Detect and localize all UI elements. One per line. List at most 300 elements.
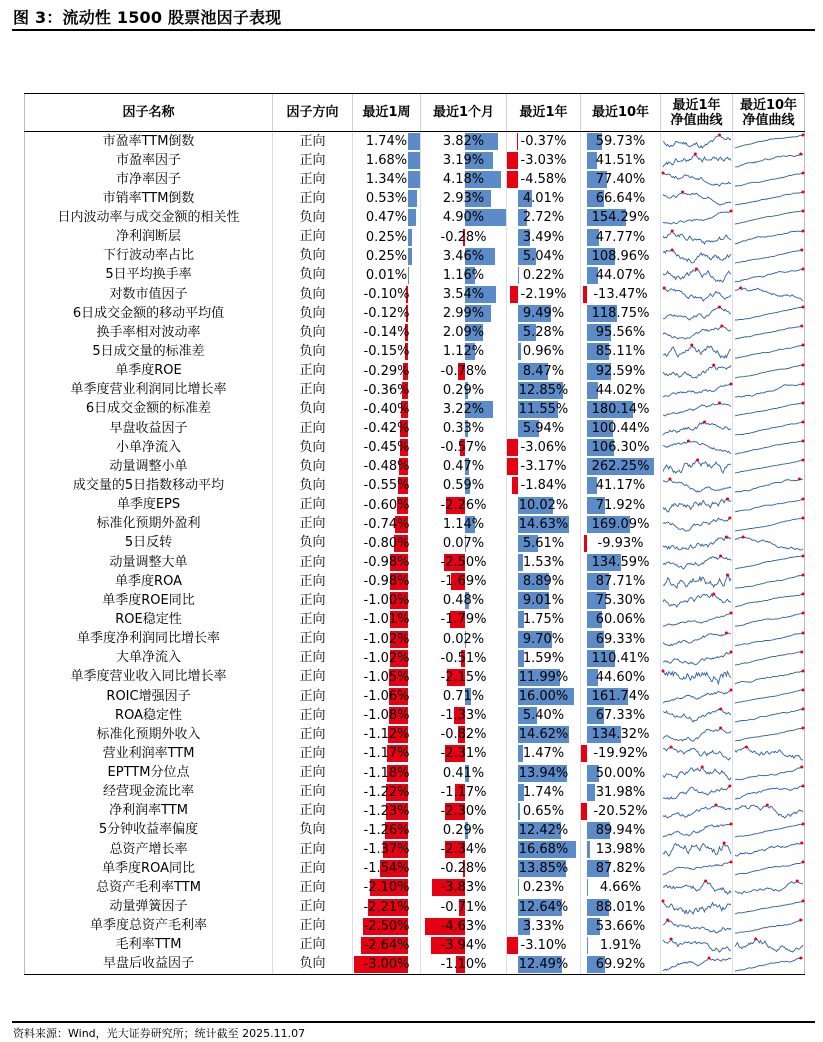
curve-10y-sparkline: [733, 668, 805, 687]
curve-10y-peak-marker: [742, 535, 745, 538]
cell-month: [421, 553, 507, 572]
cell-week: [353, 955, 421, 975]
curve-10y-line: [735, 211, 803, 224]
curve-1y-line: [663, 307, 731, 320]
cell-week: [353, 323, 421, 342]
cell-month: [421, 668, 507, 687]
value-decade: 92.59%: [595, 363, 646, 379]
curve-1y: [661, 821, 733, 840]
curve-10y-peak-marker: [802, 497, 805, 500]
curve-1y-line: [663, 460, 731, 473]
curve-1y-line: [663, 920, 731, 933]
curve-1y-sparkline: [661, 381, 733, 400]
curve-1y-line: [663, 269, 731, 282]
curve-10y: [733, 859, 805, 878]
value-decade: 44.60%: [595, 669, 646, 685]
curve-1y-line: [663, 575, 731, 588]
curve-1y-sparkline: [661, 572, 733, 591]
curve-10y-line: [735, 613, 803, 626]
header-1y-curve: 最近1年 净值曲线: [661, 94, 733, 132]
value-year: 12.42%: [518, 822, 569, 838]
curve-10y: [733, 725, 805, 744]
value-month: -1.69%: [440, 574, 487, 590]
curve-10y-sparkline: [733, 515, 805, 534]
curve-1y-peak-marker: [730, 861, 733, 864]
value-year: 8.89%: [522, 574, 565, 590]
cell-year: [507, 897, 581, 916]
value-decade: 85.11%: [595, 344, 646, 360]
cell-month: [421, 821, 507, 840]
table-row: [25, 457, 805, 476]
curve-10y-peak-marker: [802, 440, 805, 443]
value-week: -3.00%: [363, 956, 410, 972]
curve-1y-peak-marker: [726, 497, 729, 500]
curve-10y-line: [735, 862, 803, 875]
factor-direction: 正向: [273, 802, 353, 821]
value-year: 5.61%: [522, 535, 565, 551]
table-row: [25, 744, 805, 763]
curve-10y-sparkline: [733, 744, 805, 763]
factor-direction: 正向: [273, 189, 353, 208]
cell-year: [507, 649, 581, 668]
value-week: -0.74%: [363, 516, 410, 532]
value-month: 4.90%: [442, 210, 485, 226]
value-month: -2.15%: [440, 669, 487, 685]
value-year: -2.19%: [520, 287, 567, 303]
value-decade: 66.64%: [595, 191, 646, 207]
value-week: -0.29%: [363, 363, 410, 379]
cell-week: [353, 687, 421, 706]
curve-1y: [661, 936, 733, 955]
curve-10y-line: [735, 499, 803, 512]
value-week: -0.12%: [363, 306, 410, 322]
curve-10y-line: [735, 805, 803, 818]
value-month: -2.26%: [440, 497, 487, 513]
factor-name: 总资产增长率: [25, 840, 273, 859]
value-year: -3.03%: [520, 153, 567, 169]
curve-1y: [661, 630, 733, 649]
curve-10y-line: [735, 460, 803, 473]
factor-name: 市盈率因子: [25, 151, 273, 170]
curve-10y-sparkline: [733, 534, 805, 553]
value-decade: 41.51%: [595, 153, 646, 169]
value-year: 10.02%: [518, 497, 569, 513]
curve-1y-sparkline: [661, 783, 733, 802]
cell-decade: [581, 802, 661, 821]
curve-10y-sparkline: [733, 342, 805, 361]
curve-1y-peak-marker: [720, 325, 723, 328]
curve-10y-line: [735, 881, 803, 894]
cell-year: [507, 744, 581, 763]
value-month: 3.82%: [442, 134, 485, 149]
cell-year: [507, 381, 581, 400]
curve-1y-sparkline: [661, 630, 733, 649]
curve-10y: [733, 381, 805, 400]
curve-1y-peak-marker: [715, 803, 718, 806]
curve-1y-peak-marker: [696, 459, 699, 462]
curve-10y: [733, 783, 805, 802]
value-month: 0.48%: [442, 593, 485, 609]
value-week: -0.98%: [363, 555, 410, 571]
curve-10y-line: [735, 843, 803, 856]
factor-name: 换手率相对波动率: [25, 323, 273, 342]
factor-name: 单季度ROE同比: [25, 591, 273, 610]
curve-10y-sparkline: [733, 610, 805, 629]
cell-week: [353, 859, 421, 878]
value-decade: 4.66%: [599, 880, 642, 896]
cell-week: [353, 228, 421, 247]
curve-10y-line: [735, 633, 803, 646]
curve-1y-sparkline: [661, 859, 733, 878]
cell-decade: [581, 170, 661, 189]
value-year: 1.75%: [522, 612, 565, 628]
factor-direction: 正向: [273, 783, 353, 802]
curve-1y-line: [663, 384, 731, 397]
value-week: -1.54%: [363, 861, 410, 877]
curve-10y: [733, 764, 805, 783]
table-row: [25, 534, 805, 553]
cell-week: [353, 553, 421, 572]
curve-10y-sparkline: [733, 859, 805, 878]
factor-name: 对数市值因子: [25, 285, 273, 304]
curve-1y: [661, 342, 733, 361]
curve-1y: [661, 534, 733, 553]
curve-1y-line: [663, 441, 731, 454]
curve-10y-sparkline: [733, 132, 805, 151]
value-month: 0.59%: [442, 478, 485, 494]
value-week: 0.53%: [365, 191, 408, 207]
factor-direction: 负向: [273, 208, 353, 227]
cell-decade: [581, 783, 661, 802]
value-month: -2.50%: [440, 555, 487, 571]
curve-10y-peak-marker: [802, 669, 805, 672]
curve-10y-line: [735, 537, 803, 550]
cell-decade: [581, 859, 661, 878]
curve-1y: [661, 840, 733, 859]
curve-10y: [733, 132, 805, 152]
value-month: 3.19%: [442, 153, 485, 169]
curve-1y-sparkline: [661, 247, 733, 266]
curve-10y-peak-marker: [802, 516, 805, 519]
cell-month: [421, 476, 507, 495]
value-year: 1.53%: [522, 555, 565, 571]
curve-1y-sparkline: [661, 802, 733, 821]
cell-week: [353, 878, 421, 897]
value-year: 4.01%: [522, 191, 565, 207]
curve-10y: [733, 706, 805, 725]
curve-1y-peak-marker: [730, 650, 733, 653]
cell-decade: [581, 630, 661, 649]
cell-week: [353, 476, 421, 495]
table-row: [25, 400, 805, 419]
value-month: -4.63%: [440, 918, 487, 934]
cell-month: [421, 917, 507, 936]
cell-week: [353, 362, 421, 381]
curve-10y: [733, 323, 805, 342]
cell-decade: [581, 572, 661, 591]
cell-year: [507, 955, 581, 975]
cell-year: [507, 342, 581, 361]
value-month: -1.10%: [440, 956, 487, 972]
cell-year: [507, 515, 581, 534]
cell-decade: [581, 840, 661, 859]
curve-10y: [733, 553, 805, 572]
factor-name: 市净率因子: [25, 170, 273, 189]
curve-10y-line: [735, 422, 803, 435]
value-month: 0.41%: [442, 765, 485, 781]
cell-month: [421, 572, 507, 591]
factor-name: 单季度总资产毛利率: [25, 917, 273, 936]
curve-10y: [733, 897, 805, 916]
curve-10y: [733, 840, 805, 859]
curve-10y-peak-marker: [799, 918, 802, 921]
curve-1y-line: [663, 231, 731, 244]
curve-1y: [661, 591, 733, 610]
value-week: -1.17%: [363, 746, 410, 762]
value-year: -1.84%: [520, 478, 567, 494]
curve-1y-sparkline: [661, 553, 733, 572]
value-year: 5.28%: [522, 325, 565, 341]
curve-1y: [661, 266, 733, 285]
table-header-row: [25, 94, 805, 132]
value-week: -2.21%: [363, 899, 410, 915]
factor-direction: 正向: [273, 591, 353, 610]
factor-direction: 负向: [273, 821, 353, 840]
curve-1y-sparkline: [661, 878, 733, 897]
factor-direction: 正向: [273, 649, 353, 668]
curve-1y: [661, 649, 733, 668]
curve-1y-line: [663, 671, 731, 684]
table-row: [25, 515, 805, 534]
factor-direction: 正向: [273, 170, 353, 189]
cell-year: [507, 170, 581, 189]
cell-month: [421, 591, 507, 610]
curve-10y-sparkline: [733, 419, 805, 438]
value-month: 1.14%: [442, 516, 485, 532]
curve-1y-line: [663, 901, 731, 914]
curve-10y-line: [735, 939, 803, 952]
value-year: 5.94%: [522, 421, 565, 437]
factor-name: 单季度ROA同比: [25, 859, 273, 878]
factor-name: 早盘后收益因子: [25, 955, 273, 975]
value-decade: 69.33%: [595, 631, 646, 647]
curve-10y-line: [735, 345, 803, 358]
curve-10y: [733, 572, 805, 591]
curve-10y-line: [735, 326, 803, 339]
value-month: 0.71%: [442, 689, 485, 704]
value-month: -0.51%: [440, 650, 487, 666]
cell-month: [421, 189, 507, 208]
curve-1y-sparkline: [661, 457, 733, 476]
table-row: [25, 208, 805, 227]
curve-1y-sparkline: [661, 840, 733, 859]
cell-year: [507, 687, 581, 706]
value-month: 3.54%: [442, 287, 485, 303]
curve-10y-line: [735, 747, 803, 760]
value-year: 14.62%: [518, 727, 569, 743]
curve-1y-peak-marker: [671, 248, 674, 251]
factor-direction: 正向: [273, 572, 353, 591]
curve-1y-peak-marker: [723, 842, 726, 845]
value-year: 9.49%: [522, 306, 565, 322]
cell-week: [353, 668, 421, 687]
factor-name: 单季度营业收入同比增长率: [25, 668, 273, 687]
value-month: 0.33%: [442, 421, 485, 437]
table-row: [25, 649, 805, 668]
value-month: -0.71%: [440, 899, 487, 915]
curve-10y: [733, 744, 805, 763]
curve-10y-sparkline: [733, 687, 805, 706]
cell-decade: [581, 189, 661, 208]
cell-month: [421, 381, 507, 400]
cell-month: [421, 170, 507, 189]
cell-week: [353, 802, 421, 821]
curve-10y-peak-marker: [802, 574, 805, 577]
curve-1y-line: [663, 843, 731, 856]
value-month: -3.83%: [440, 880, 487, 896]
cell-month: [421, 859, 507, 878]
value-decade: 1.91%: [599, 937, 642, 953]
curve-10y-sparkline: [733, 649, 805, 668]
value-month: 1.12%: [442, 344, 485, 360]
value-week: -0.40%: [363, 401, 410, 417]
curve-1y-line: [663, 250, 731, 263]
value-year: -3.06%: [520, 440, 567, 456]
curve-1y: [661, 668, 733, 687]
value-year: 5.04%: [522, 248, 565, 264]
curve-1y-sparkline: [661, 170, 733, 189]
curve-1y-sparkline: [661, 208, 733, 227]
curve-10y-line: [735, 365, 803, 378]
value-year: 0.65%: [522, 803, 565, 819]
curve-10y-line: [735, 441, 803, 454]
curve-1y: [661, 381, 733, 400]
cell-month: [421, 534, 507, 553]
curve-1y-peak-marker: [662, 172, 665, 175]
curve-10y-peak-marker: [802, 555, 805, 558]
factor-name: 营业利润率TTM: [25, 744, 273, 763]
factor-direction: 负向: [273, 476, 353, 495]
value-decade: 108.96%: [591, 248, 650, 264]
cell-month: [421, 744, 507, 763]
curve-1y: [661, 457, 733, 476]
value-month: 3.46%: [442, 248, 485, 264]
curve-10y: [733, 285, 805, 304]
curve-10y-sparkline: [733, 266, 805, 285]
cell-month: [421, 457, 507, 476]
curve-1y-peak-marker: [695, 267, 698, 270]
table-row: [25, 553, 805, 572]
value-month: -1.33%: [440, 708, 487, 724]
table-row: [25, 783, 805, 802]
value-week: -0.15%: [363, 344, 410, 360]
curve-10y-sparkline: [733, 304, 805, 323]
curve-1y-peak-marker: [670, 937, 673, 940]
curve-10y-sparkline: [733, 591, 805, 610]
curve-10y-peak-marker: [802, 612, 805, 615]
cell-week: [353, 649, 421, 668]
curve-1y-line: [663, 326, 731, 339]
curve-1y: [661, 744, 733, 763]
value-month: 0.07%: [442, 535, 485, 551]
curve-10y-line: [735, 154, 803, 167]
curve-1y-peak-marker: [719, 727, 722, 730]
curve-10y-line: [735, 767, 803, 780]
table-row: [25, 706, 805, 725]
factor-name: 市盈率TTM倒数: [25, 132, 273, 152]
cell-month: [421, 649, 507, 668]
value-week: -2.50%: [363, 918, 410, 934]
cell-decade: [581, 381, 661, 400]
table-row: [25, 247, 805, 266]
top-rule: [12, 29, 815, 31]
cell-month: [421, 400, 507, 419]
factor-direction: 正向: [273, 878, 353, 897]
table-row: [25, 362, 805, 381]
curve-1y: [661, 878, 733, 897]
curve-10y: [733, 362, 805, 381]
curve-1y-sparkline: [661, 438, 733, 457]
cell-month: [421, 840, 507, 859]
curve-10y-peak-marker: [802, 172, 805, 175]
value-year: -3.17%: [520, 459, 567, 475]
cell-decade: [581, 955, 661, 975]
factor-direction: 正向: [273, 228, 353, 247]
curve-10y-peak-marker: [766, 803, 769, 806]
table-body: [25, 132, 805, 975]
curve-1y-peak-marker: [730, 822, 733, 825]
value-year: 16.68%: [518, 842, 569, 858]
cell-decade: [581, 438, 661, 457]
cell-decade: [581, 878, 661, 897]
curve-1y-line: [663, 652, 731, 665]
curve-1y-line: [663, 365, 731, 378]
table-row: [25, 955, 805, 975]
curve-1y-peak-marker: [719, 708, 722, 711]
curve-10y: [733, 208, 805, 227]
curve-1y-sparkline: [661, 610, 733, 629]
value-week: -1.23%: [363, 803, 410, 819]
cell-decade: [581, 534, 661, 553]
curve-1y-peak-marker: [668, 478, 671, 481]
value-week: 1.68%: [365, 153, 408, 169]
value-month: 2.93%: [442, 191, 485, 207]
curve-10y-peak-marker: [796, 880, 799, 883]
curve-1y-line: [663, 633, 731, 646]
curve-10y: [733, 151, 805, 170]
curve-1y-peak-marker: [728, 784, 731, 787]
curve-10y-line: [735, 786, 803, 799]
curve-10y-sparkline: [733, 917, 805, 936]
curve-10y-line: [735, 479, 803, 492]
curve-1y: [661, 132, 733, 152]
cell-month: [421, 515, 507, 534]
cell-week: [353, 630, 421, 649]
curve-1y-line: [663, 173, 731, 186]
table-row: [25, 802, 805, 821]
curve-1y-peak-marker: [730, 382, 733, 385]
curve-10y: [733, 189, 805, 208]
value-decade: 71.92%: [595, 497, 646, 513]
curve-1y-peak-marker: [718, 306, 721, 309]
curve-10y-line: [735, 709, 803, 722]
value-decade: 87.82%: [595, 861, 646, 877]
value-decade: 67.33%: [595, 708, 646, 724]
cell-month: [421, 132, 507, 152]
curve-10y-peak-marker: [802, 344, 805, 347]
curve-1y: [661, 706, 733, 725]
curve-1y-peak-marker: [725, 535, 728, 538]
